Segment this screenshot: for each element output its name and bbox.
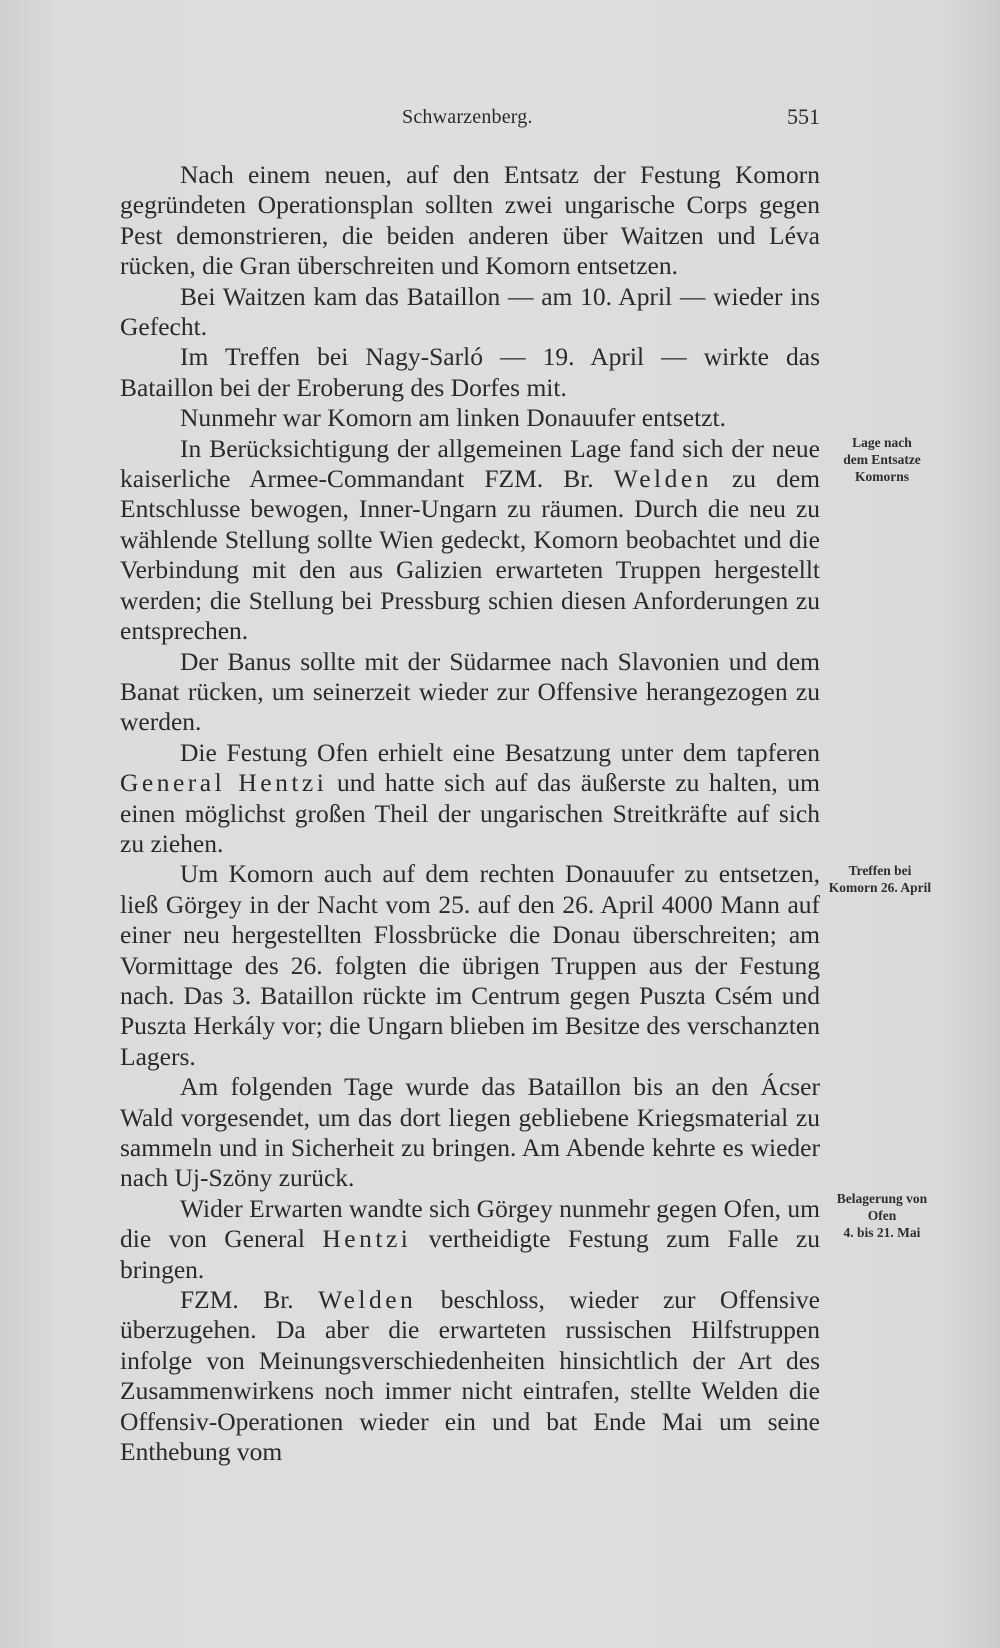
text-segment: Nunmehr war Komorn am linken Donauufer entsetzt. [180, 403, 726, 433]
page-number: 551 [787, 104, 820, 129]
text-segment: FZM. Br. [180, 1285, 319, 1315]
text-segment: In Berücksichtigung der allgemeinen Lage fand sich der neue kaiserliche Armee-Commandant FZM. Br. [120, 433, 820, 494]
text-segment: und hatte sich auf das äußerste zu halten, um einen möglichst großen Theil der ungarischen Streitkräfte auf sich zu ziehen. [120, 768, 820, 858]
text-segment: Im Treffen bei Nagy-Sarló — 19. April — wirkte das Bataillon bei der Eroberung des Dorfes mit. [120, 342, 820, 402]
margin-note-line: 4. bis 21. Mai [843, 1225, 921, 1240]
text-segment: vertheidigte Festung zum Falle zu bringen. [120, 1224, 820, 1284]
running-head [120, 104, 820, 134]
running-title: Schwarzenberg. [402, 106, 533, 128]
margin-note-line: Ofen [867, 1208, 897, 1223]
spaced-name: Hentzi [322, 1224, 412, 1254]
text-segment: Nach einem neuen, auf den Entsatz der Festung Komorn gegründeten Operationsplan sollten zwei ungarische Corps gegen Pest demonstrieren, die beiden anderen über Waitzen und Léva rücken, die Gran überschreiten und Komorn entsetzen. [120, 160, 820, 281]
margin-note-line: Komorn 26. April [828, 880, 932, 895]
paragraph [120, 859, 820, 1072]
text-segment: Um Komorn auch auf dem rechten Donauufer zu entsetzen, ließ Görgey in der Nacht vom 25. auf den 26. April 4000 Mann auf einer neu hergestellten Flossbrücke die Donau überschreiten; am Vormittage des 26. folgten die übrigen Truppen aus der Festung nach. Das 3. Bataillon rückte im Centrum gegen Puszta Csém und Puszta Herkály vor; die Ungarn blieben im Besitze des verschanzten Lagers. [120, 859, 820, 1071]
text-segment: Wider Erwarten wandte sich Görgey nunmehr gegen Ofen, um die von General [120, 1193, 820, 1254]
margin-note-belagerung-von-ofen [822, 1190, 942, 1241]
margin-note-line: Komorns [855, 469, 909, 484]
margin-note-line: Lage nach [852, 435, 912, 450]
spaced-name: General Hentzi [120, 768, 328, 798]
paragraph [120, 282, 820, 343]
text-segment: Die Festung Ofen erhielt eine Besatzung unter dem tapferen [180, 737, 820, 767]
paragraph [120, 160, 820, 282]
paragraph [120, 403, 820, 433]
text-segment: zu dem Entschlusse bewogen, Inner-Ungarn zu räumen. Durch die neu zu wählende Stellung sollte Wien gedeckt, Komorn beobachtet und die Verbindung mit den aus Galizien erwarteten Truppen hergestellt werden; die Stellung bei Pressburg schien diesen Anforderungen zu entsprechen. [120, 464, 820, 646]
text-segment: Bei Waitzen kam das Bataillon — am 10. April — wieder ins Gefecht. [120, 281, 820, 342]
text-segment: Am folgenden Tage wurde das Bataillon bis an den Ácser Wald vorgesendet, um das dort liegen gebliebene Kriegsmaterial zu sammeln und in Sicherheit zu bringen. Am Abende kehrte es wieder nach Uj-Szöny zurück. [120, 1072, 820, 1193]
spaced-name: Welden [318, 1285, 417, 1315]
margin-note-treffen-bei-komorn [816, 862, 944, 896]
paragraph [120, 434, 820, 647]
margin-note-line: Treffen bei [848, 863, 912, 878]
paragraph [120, 1285, 820, 1467]
paragraph [120, 738, 820, 860]
margin-note-line: dem Entsatze [843, 452, 921, 467]
text-segment: beschloss, wieder zur Offensive überzugehen. Da aber die erwarteten russischen Hilfstruppen infolge von Meinungsverschiedenheiten hinsichtlich der Art des Zusammenwirkens noch immer nicht eintrafen, stellte Welden die Offensiv-Operationen wieder ein und bat Ende Mai um seine Enthebung vom [120, 1285, 821, 1467]
margin-note-lage-nach-dem-entsatze [832, 434, 932, 485]
paragraph [120, 1072, 820, 1194]
margin-note-line: Belagerung von [836, 1191, 928, 1206]
paragraph [120, 647, 820, 738]
paragraph [120, 1194, 820, 1285]
body-text [120, 160, 820, 1467]
text-segment: Der Banus sollte mit der Südarmee nach Slavonien und dem Banat rücken, um seinerzeit wieder zur Offensive herangezogen zu werden. [120, 646, 820, 737]
paragraph [120, 342, 820, 403]
spaced-name: Welden [613, 464, 712, 494]
